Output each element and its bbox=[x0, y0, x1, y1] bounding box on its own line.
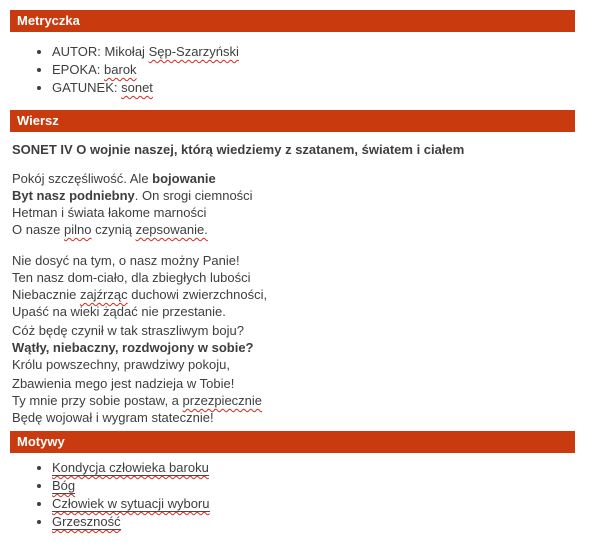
motif-link[interactable]: Grzeszność bbox=[52, 514, 121, 529]
misspelled-word: zajźrząc bbox=[79, 287, 128, 302]
poem-text: Królu powszechny, prawdziwy pokoju, bbox=[12, 357, 230, 372]
poem-text-bold: bojowanie bbox=[152, 171, 216, 186]
poem-line bbox=[12, 170, 575, 187]
meta-label: AUTOR: Mikołaj bbox=[52, 44, 149, 59]
poem-title: SONET IV O wojnie naszej, którą wiedziemy z szatanem, światem i ciałem bbox=[12, 142, 465, 157]
poem-line bbox=[12, 392, 575, 409]
poem-line bbox=[12, 269, 575, 286]
motif-link[interactable]: Bóg bbox=[52, 478, 76, 493]
poem-text: Ty mnie przy sobie postaw, a bbox=[12, 393, 183, 408]
meta-item-autor bbox=[52, 43, 600, 61]
poem-text: Pokój szczęśliwość. Ale bbox=[12, 171, 153, 186]
poem-text: Nie dosyć na tym, o nasz możny Panie! bbox=[12, 253, 240, 268]
poem-stanza bbox=[12, 322, 575, 373]
section-header-wiersz: Wiersz bbox=[10, 110, 575, 132]
meta-item-gatunek bbox=[52, 79, 600, 97]
motif-list bbox=[0, 459, 600, 531]
misspelled-word: sonet bbox=[121, 80, 153, 95]
poem-line bbox=[12, 339, 575, 356]
poem-text: . On srogi ciemności bbox=[134, 188, 253, 203]
meta-label: EPOKA: bbox=[52, 62, 105, 77]
poem-text: Niebacznie bbox=[12, 287, 80, 302]
poem-text-bold: Wątły, niebaczny, rozdwojony w sobie? bbox=[12, 340, 254, 355]
poem-line bbox=[12, 375, 575, 392]
list-item bbox=[52, 495, 600, 513]
misspelled-word: Sęp-Szarzyński bbox=[148, 44, 239, 59]
list-item bbox=[52, 513, 600, 531]
poem-line bbox=[12, 187, 575, 204]
misspelled-word: zepsowanie. bbox=[135, 222, 208, 237]
poem-line bbox=[12, 204, 575, 221]
poem-text: Ten nasz dom-ciało, dla zbiegłych lubości bbox=[12, 270, 251, 285]
poem-text-bold: Byt nasz podniebny bbox=[12, 188, 135, 203]
misspelled-word: barok bbox=[104, 62, 137, 77]
motif-link[interactable]: Kondycja człowieka baroku bbox=[52, 460, 209, 475]
section-header-motywy: Motywy bbox=[10, 431, 575, 453]
poem-line bbox=[12, 322, 575, 339]
list-item bbox=[52, 459, 600, 477]
page bbox=[0, 10, 600, 557]
poem-text: duchowi zwierzchności, bbox=[127, 287, 268, 302]
poem-line bbox=[12, 221, 575, 238]
meta-label: GATUNEK: bbox=[52, 80, 122, 95]
poem-stanza bbox=[12, 170, 575, 238]
poem-text: Będę wojował i wygram statecznie! bbox=[12, 410, 214, 425]
poem-text: Upaść na wieki żądać nie przestanie. bbox=[12, 304, 226, 319]
section-header-metryczka: Metryczka bbox=[10, 10, 575, 32]
poem-stanza bbox=[12, 375, 575, 426]
poem-text: Hetman i świata łakome marności bbox=[12, 205, 207, 220]
poem-text: O nasze bbox=[12, 222, 65, 237]
poem-text: Zbawienia mego jest nadzieja w Tobie! bbox=[12, 376, 235, 391]
poem-line bbox=[12, 356, 575, 373]
motif-link[interactable]: Człowiek w sytuacji wyboru bbox=[52, 496, 210, 511]
meta-item-epoka bbox=[52, 61, 600, 79]
poem-stanza bbox=[12, 252, 575, 320]
poem-text: Cóż będę czynił w tak straszliwym boju? bbox=[12, 323, 244, 338]
metadata-list bbox=[0, 43, 600, 97]
poem-line bbox=[12, 286, 575, 303]
poem-line bbox=[12, 303, 575, 320]
poem-line bbox=[12, 409, 575, 426]
poem-text: czynią bbox=[91, 222, 136, 237]
list-item bbox=[52, 477, 600, 495]
misspelled-word: pilno bbox=[64, 222, 92, 237]
misspelled-word: przezpiecznie bbox=[182, 393, 263, 408]
poem-line bbox=[12, 252, 575, 269]
